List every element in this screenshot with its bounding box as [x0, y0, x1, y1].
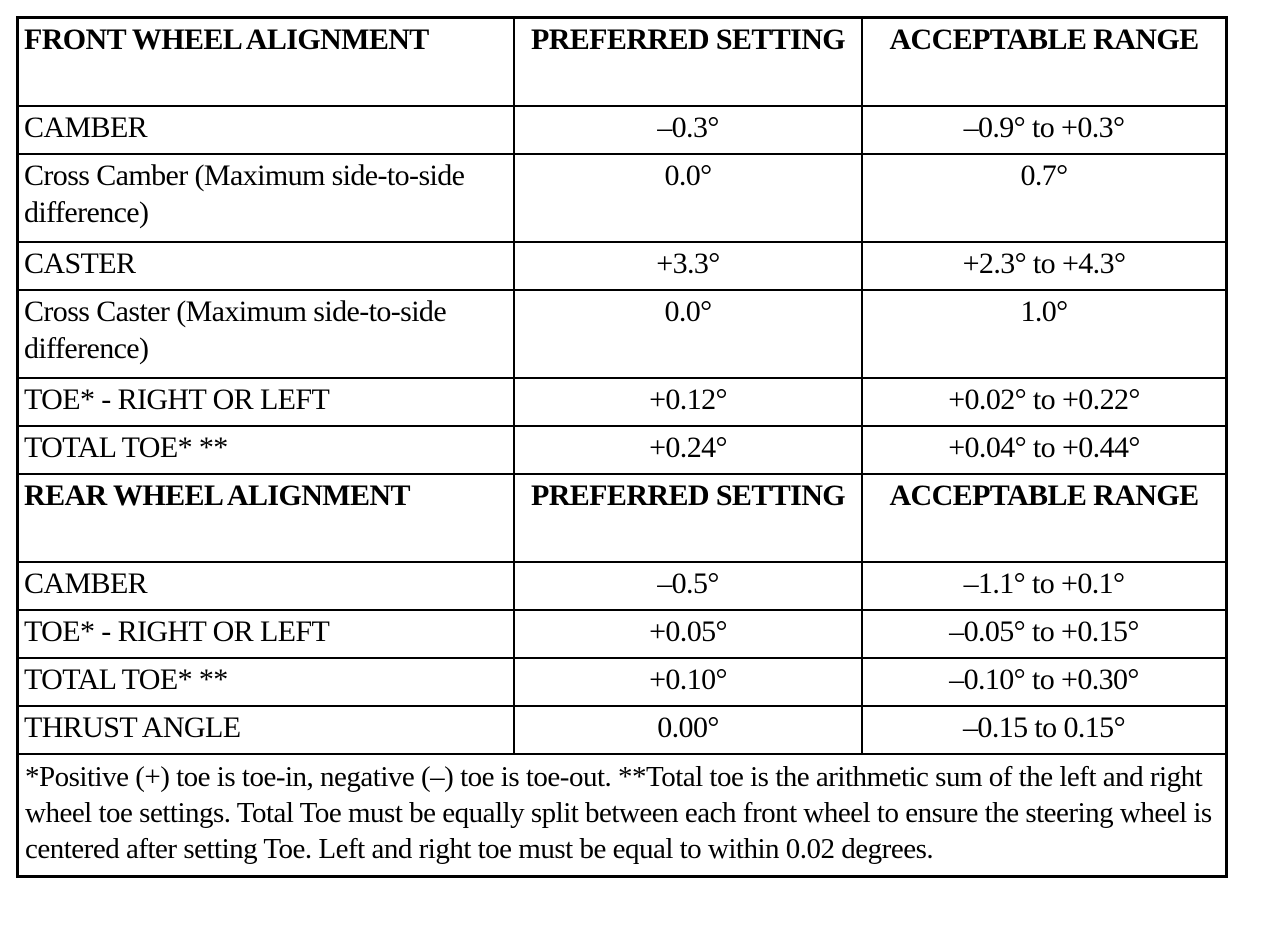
row-preferred: +3.3°	[514, 242, 862, 290]
row-parameter: TOE* - RIGHT OR LEFT	[18, 610, 515, 658]
row-parameter: Cross Caster (Maximum side-to-side difference)	[18, 290, 515, 378]
row-preferred: +0.12°	[514, 378, 862, 426]
row-preferred: +0.24°	[514, 426, 862, 474]
row-range: –0.9° to +0.3°	[862, 106, 1227, 154]
row-preferred: +0.10°	[514, 658, 862, 706]
row-range: –0.10° to +0.30°	[862, 658, 1227, 706]
row-range: –0.15 to 0.15°	[862, 706, 1227, 754]
row-parameter: TOE* - RIGHT OR LEFT	[18, 378, 515, 426]
row-parameter: TOTAL TOE* **	[18, 658, 515, 706]
footnote-text: *Positive (+) toe is toe-in, negative (–) toe is toe-out. **Total toe is the arithmetic sum of the left and right wheel toe settings. Total Toe must be equally split between each front wheel to ensure the steering wheel is centered after setting Toe. Left and right toe must be equal to within 0.02 degrees.	[18, 754, 1227, 877]
row-parameter: CAMBER	[18, 562, 515, 610]
table-row	[18, 610, 1227, 658]
front-header-range: ACCEPTABLE RANGE	[862, 18, 1227, 106]
row-parameter: THRUST ANGLE	[18, 706, 515, 754]
table-row	[18, 658, 1227, 706]
rear-header-range: ACCEPTABLE RANGE	[862, 474, 1227, 562]
row-parameter: Cross Camber (Maximum side-to-side difference)	[18, 154, 515, 242]
wheel-alignment-spec-table	[16, 16, 1228, 878]
row-preferred: +0.05°	[514, 610, 862, 658]
row-parameter: CAMBER	[18, 106, 515, 154]
row-preferred: –0.3°	[514, 106, 862, 154]
row-preferred: 0.00°	[514, 706, 862, 754]
footnote-row	[18, 754, 1227, 877]
row-range: +0.04° to +0.44°	[862, 426, 1227, 474]
rear-header-row	[18, 474, 1227, 562]
table-row	[18, 378, 1227, 426]
row-range: 1.0°	[862, 290, 1227, 378]
table-row	[18, 290, 1227, 378]
row-range: 0.7°	[862, 154, 1227, 242]
row-preferred: 0.0°	[514, 290, 862, 378]
table-row	[18, 426, 1227, 474]
row-range: +0.02° to +0.22°	[862, 378, 1227, 426]
table-row	[18, 706, 1227, 754]
front-header-row	[18, 18, 1227, 106]
row-preferred: –0.5°	[514, 562, 862, 610]
row-parameter: CASTER	[18, 242, 515, 290]
front-header-title: FRONT WHEEL ALIGNMENT	[18, 18, 515, 106]
rear-header-preferred: PREFERRED SETTING	[514, 474, 862, 562]
row-parameter: TOTAL TOE* **	[18, 426, 515, 474]
table-row	[18, 154, 1227, 242]
table-row	[18, 242, 1227, 290]
table-row	[18, 562, 1227, 610]
row-range: –0.05° to +0.15°	[862, 610, 1227, 658]
row-preferred: 0.0°	[514, 154, 862, 242]
rear-header-title: REAR WHEEL ALIGNMENT	[18, 474, 515, 562]
table-row	[18, 106, 1227, 154]
row-range: +2.3° to +4.3°	[862, 242, 1227, 290]
front-header-preferred: PREFERRED SETTING	[514, 18, 862, 106]
row-range: –1.1° to +0.1°	[862, 562, 1227, 610]
